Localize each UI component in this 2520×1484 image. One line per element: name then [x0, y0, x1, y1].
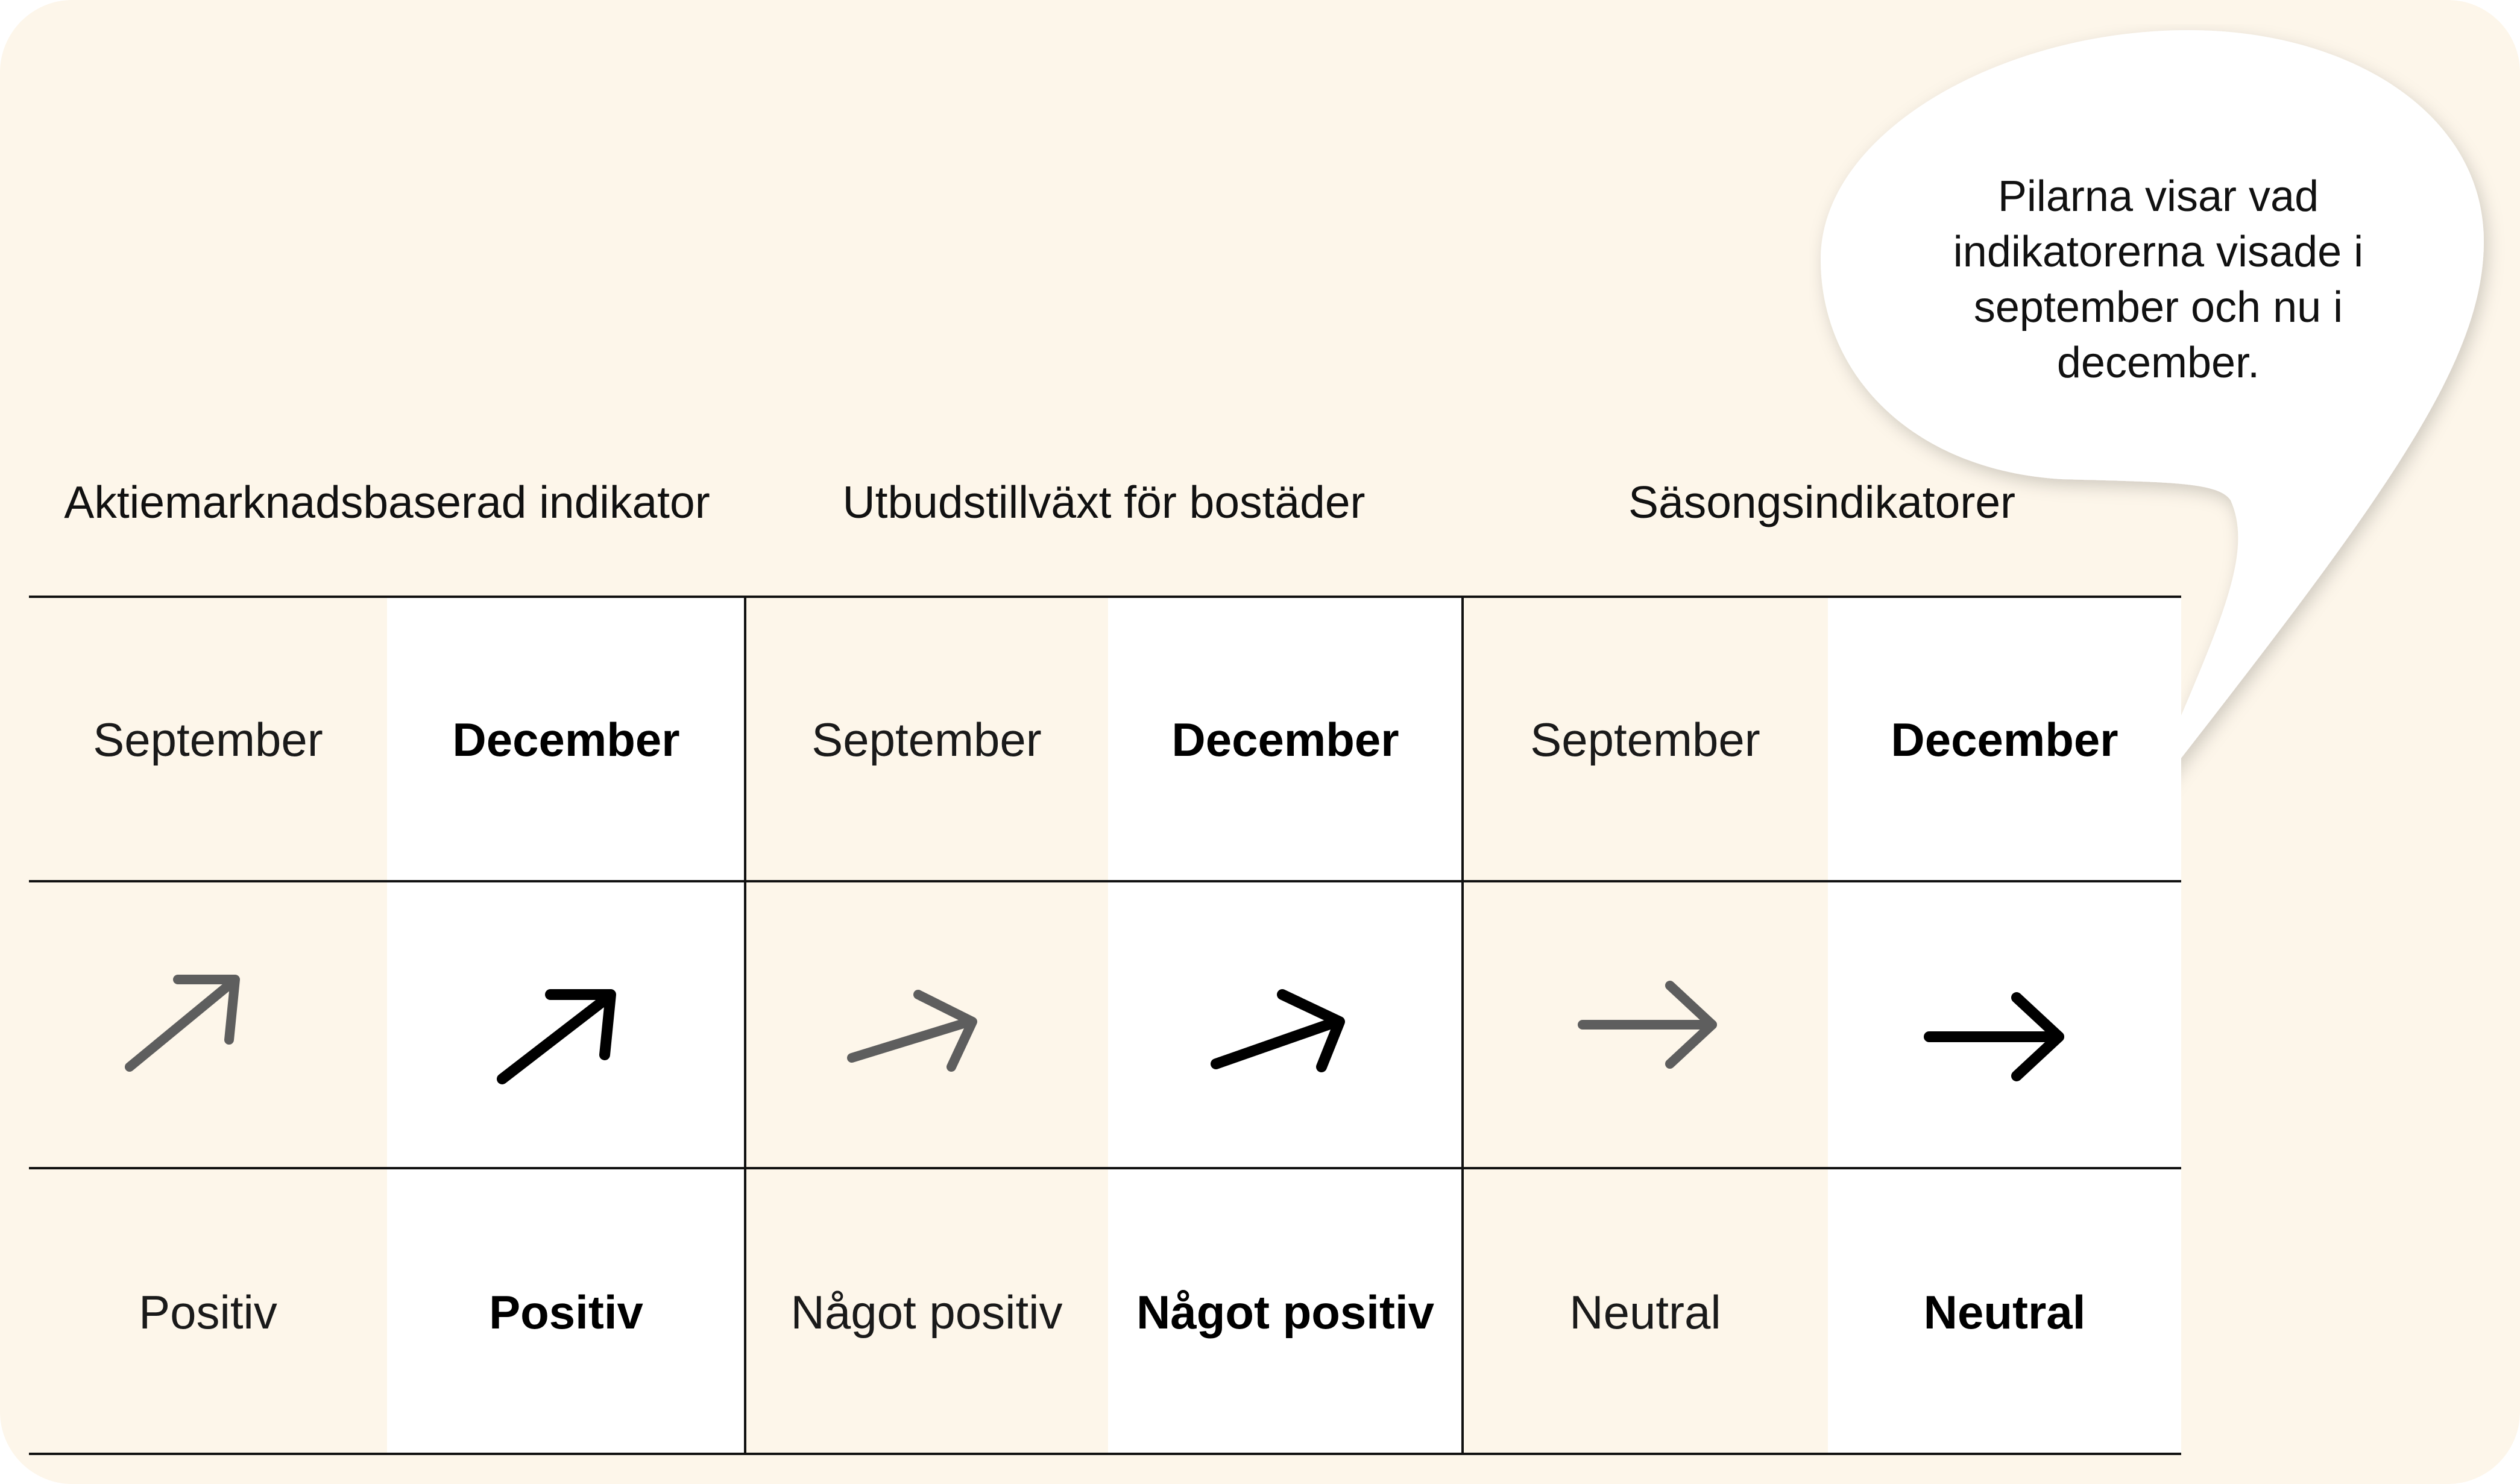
arrow-slight-up-right-icon [843, 979, 988, 1082]
group-title-stock-market: Aktiemarknadsbaserad indikator [64, 477, 710, 527]
grid-line-middle-2 [29, 1167, 2181, 1169]
month-label-december: December [1171, 712, 1399, 766]
arrow-up-right-icon [118, 961, 250, 1082]
status-label-september: Något positiv [790, 1285, 1063, 1339]
arrow-right-icon [1920, 989, 2071, 1085]
month-label-december: December [1891, 712, 2118, 766]
grid-line-bottom [29, 1453, 2181, 1455]
status-label-december: Positiv [489, 1285, 643, 1339]
status-label-december: Något positiv [1136, 1285, 1434, 1339]
month-label-december: December [452, 712, 680, 766]
arrow-right-icon [1573, 976, 1724, 1073]
month-label-september: September [1530, 712, 1760, 766]
grid-divider-1 [744, 597, 746, 1455]
month-label-september: September [93, 712, 323, 766]
group-title-housing-supply: Utbudstillväxt för bostäder [842, 477, 1366, 527]
grid-line-middle-1 [29, 880, 2181, 882]
month-label-september: September [811, 712, 1042, 766]
status-label-december: Neutral [1923, 1285, 2086, 1339]
grid-divider-2 [1461, 597, 1464, 1455]
arrow-slight-up-right-icon [1207, 979, 1352, 1082]
status-label-september: Neutral [1569, 1285, 1721, 1339]
status-label-september: Positiv [139, 1285, 277, 1339]
callout-text: Pilarna visar vad indikatorerna visade i september och nu i december. [1953, 172, 2364, 387]
group-title-seasonal: Säsongsindikatorer [1628, 477, 2016, 527]
grid-line-top [29, 596, 2181, 598]
arrow-up-right-icon [493, 976, 626, 1097]
